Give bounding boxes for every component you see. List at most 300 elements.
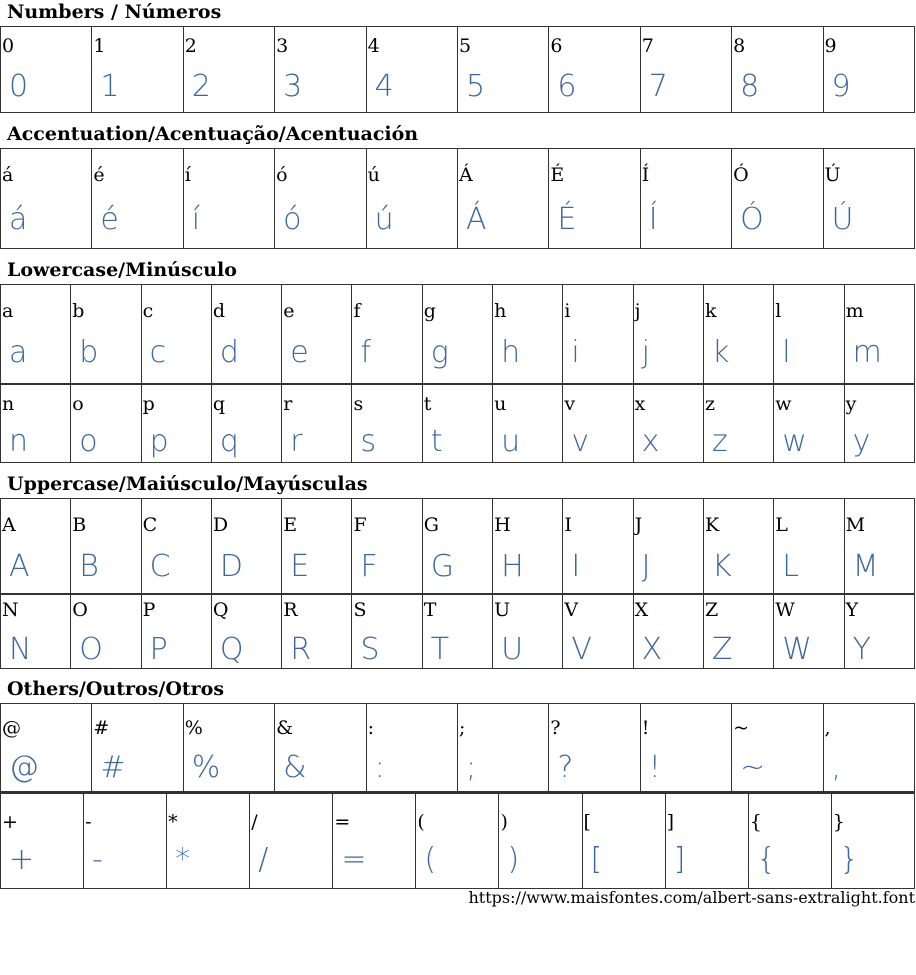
glyph-cell (493, 384, 563, 463)
glyph-label: O (72, 599, 88, 621)
glyph-sample: q (219, 424, 239, 459)
glyph-sample: j (641, 335, 651, 370)
glyph-cell (844, 499, 914, 595)
glyph-cell (282, 499, 352, 595)
glyph-label: ; (458, 717, 466, 739)
glyph-sample: ú (374, 202, 394, 237)
glyph-label: q (212, 393, 226, 415)
glyph-sample: ó (283, 202, 302, 237)
glyph-label: e (283, 300, 295, 322)
glyph-label: g (423, 300, 436, 322)
glyph-label: C (142, 514, 158, 536)
glyph-cell (141, 384, 211, 463)
glyph-cell (703, 594, 773, 669)
glyph-sample: l (782, 335, 791, 370)
glyph-label: ? (550, 717, 561, 739)
glyph-sample: G (430, 549, 455, 584)
glyph-label: W (775, 599, 795, 621)
glyph-label: 5 (458, 35, 472, 57)
glyph-cell (71, 594, 141, 669)
glyph-cell (211, 594, 281, 669)
glyph-sample: N (9, 632, 32, 667)
glyph-cell (141, 594, 211, 669)
glyph-label: Á (458, 164, 473, 186)
glyph-label: c (142, 300, 154, 322)
glyph-row (1, 285, 915, 385)
glyph-cell (493, 499, 563, 595)
glyph-cell (333, 793, 416, 889)
glyph-cell (1, 149, 92, 249)
glyph-cell (549, 149, 640, 249)
glyph-sample: a (9, 335, 28, 370)
glyph-sample: W (782, 632, 812, 667)
glyph-cell (352, 499, 422, 595)
section-title-others: Others/Outros/Otros (7, 678, 225, 700)
glyph-cell (493, 594, 563, 669)
glyph-sample: / (258, 842, 269, 877)
glyph-sample: í (191, 202, 201, 237)
glyph-label: É (550, 164, 565, 186)
glyph-cell (844, 594, 914, 669)
glyph-cell (211, 499, 281, 595)
glyph-sample: ; (465, 750, 477, 785)
glyph-label: * (168, 811, 178, 833)
glyph-sample: 9 (831, 69, 851, 104)
glyph-label: V (564, 599, 579, 621)
glyph-sample: V (571, 632, 592, 667)
glyph-cell (275, 149, 366, 249)
glyph-cell (1, 285, 71, 385)
glyph-sample: Á (465, 202, 487, 237)
accents-grid (0, 148, 915, 249)
glyph-cell (640, 27, 731, 113)
glyph-sample: d (219, 335, 239, 370)
glyph-cell (582, 793, 665, 889)
glyph-label: k (704, 300, 717, 322)
glyph-label: d (212, 300, 226, 322)
glyph-label: ~ (733, 717, 750, 739)
glyph-cell (92, 27, 183, 113)
glyph-cell (703, 499, 773, 595)
uppercase-grid-row2 (0, 593, 915, 669)
glyph-cell (352, 594, 422, 669)
glyph-label: 1 (93, 35, 106, 57)
glyph-label: z (704, 393, 715, 415)
glyph-sample: @ (9, 750, 39, 785)
glyph-cell (563, 285, 633, 385)
glyph-label: L (775, 514, 788, 536)
glyph-sample: } (839, 842, 859, 877)
glyph-label: P (142, 599, 156, 621)
glyph-label: 2 (184, 35, 197, 57)
glyph-label: r (283, 393, 293, 415)
glyph-cell (92, 149, 183, 249)
glyph-cell (633, 384, 703, 463)
glyph-label: 7 (641, 35, 654, 57)
glyph-sample: M (852, 549, 879, 584)
glyph-sample: L (782, 549, 799, 584)
glyph-cell (823, 149, 914, 249)
glyph-label: X (634, 599, 649, 621)
glyph-cell (416, 793, 499, 889)
glyph-sample: 8 (740, 69, 760, 104)
glyph-cell (1, 793, 84, 889)
glyph-sample: 3 (283, 69, 303, 104)
glyph-sample: 5 (465, 69, 486, 104)
glyph-sample: 2 (191, 69, 211, 104)
glyph-sample: m (852, 335, 882, 370)
glyph-label: F (353, 514, 367, 536)
glyph-cell (1, 704, 92, 792)
glyph-sample: 0 (9, 69, 29, 104)
glyph-sample: T (430, 632, 450, 667)
glyph-sample: h (501, 335, 521, 370)
glyph-label: s (353, 393, 364, 415)
glyph-sample: ) (507, 842, 520, 877)
glyph-label: t (423, 393, 432, 415)
glyph-label: n (2, 393, 15, 415)
glyph-cell (250, 793, 333, 889)
glyph-cell (282, 594, 352, 669)
glyph-cell (422, 384, 492, 463)
glyph-cell (748, 793, 831, 889)
glyph-sample: r (290, 424, 303, 459)
glyph-sample: Ó (740, 202, 764, 237)
glyph-sample: k (711, 335, 730, 370)
section-title-accents: Accentuation/Acentuação/Acentuación (7, 123, 419, 145)
glyph-label: 0 (2, 35, 15, 57)
glyph-sample: É (557, 202, 577, 237)
glyph-sample: Y (852, 632, 871, 667)
glyph-label: G (423, 514, 439, 536)
glyph-label: 8 (733, 35, 746, 57)
glyph-row (1, 27, 915, 113)
glyph-label: I (564, 514, 572, 536)
glyph-cell (275, 704, 366, 792)
glyph-cell (493, 285, 563, 385)
glyph-label: / (251, 811, 258, 833)
glyph-cell (211, 384, 281, 463)
glyph-cell (549, 27, 640, 113)
glyph-label: S (353, 599, 367, 621)
glyph-label: M (845, 514, 866, 536)
glyph-sample: Z (711, 632, 733, 667)
glyph-cell (703, 285, 773, 385)
glyph-cell (141, 499, 211, 595)
glyph-cell (732, 704, 823, 792)
others-grid-row1 (0, 703, 915, 792)
glyph-cell (352, 384, 422, 463)
lowercase-grid-row2 (0, 383, 915, 463)
lowercase-grid-row1 (0, 284, 915, 385)
glyph-label: - (85, 811, 92, 833)
glyph-cell (71, 285, 141, 385)
glyph-cell (84, 793, 167, 889)
glyph-cell (823, 27, 914, 113)
glyph-label: Ú (824, 164, 841, 186)
glyph-label: ! (641, 717, 650, 739)
glyph-cell (183, 27, 274, 113)
glyph-cell (774, 384, 844, 463)
glyph-cell (633, 499, 703, 595)
glyph-cell (563, 499, 633, 595)
numbers-grid (0, 26, 915, 113)
glyph-label: f (353, 300, 361, 322)
glyph-sample: D (219, 549, 243, 584)
glyph-sample: 1 (100, 69, 120, 104)
glyph-label: o (72, 393, 84, 415)
glyph-sample: R (290, 632, 312, 667)
glyph-cell (499, 793, 582, 889)
glyph-sample: 7 (648, 69, 668, 104)
glyph-sample: Í (648, 202, 658, 237)
glyph-label: { (749, 811, 762, 833)
glyph-sample: U (501, 632, 524, 667)
glyph-cell (640, 704, 731, 792)
glyph-label: é (93, 164, 105, 186)
glyph-label: 3 (276, 35, 289, 57)
glyph-label: T (423, 599, 437, 621)
glyph-sample: H (501, 549, 524, 584)
glyph-cell (352, 285, 422, 385)
glyph-cell (422, 594, 492, 669)
glyph-label: + (2, 811, 18, 833)
glyph-sample: i (571, 335, 580, 370)
glyph-cell (282, 285, 352, 385)
glyph-label: x (634, 393, 646, 415)
glyph-sample: á (9, 202, 28, 237)
glyph-cell (640, 149, 731, 249)
glyph-label: j (634, 300, 641, 322)
glyph-cell (774, 499, 844, 595)
glyph-cell (183, 704, 274, 792)
glyph-cell (633, 285, 703, 385)
glyph-label: Í (641, 164, 650, 186)
glyph-label: b (72, 300, 85, 322)
glyph-cell (732, 27, 823, 113)
glyph-cell (167, 793, 250, 889)
glyph-row (1, 149, 915, 249)
glyph-cell (774, 285, 844, 385)
glyph-label: U (494, 599, 511, 621)
glyph-label: 9 (824, 35, 837, 57)
glyph-cell (422, 285, 492, 385)
glyph-label: K (704, 514, 720, 536)
glyph-sample: K (711, 549, 732, 584)
glyph-cell (366, 704, 457, 792)
glyph-label: y (845, 393, 857, 415)
glyph-cell (844, 384, 914, 463)
glyph-sample: # (100, 750, 126, 785)
glyph-label: w (775, 393, 792, 415)
glyph-sample: : (374, 750, 385, 785)
glyph-label: Q (212, 599, 229, 621)
glyph-sample: X (641, 632, 663, 667)
glyph-cell (71, 384, 141, 463)
glyph-cell (366, 149, 457, 249)
glyph-label: D (212, 514, 229, 536)
glyph-sample: x (641, 424, 660, 459)
glyph-label: p (142, 393, 155, 415)
glyph-label: @ (2, 717, 21, 739)
glyph-sample: E (290, 549, 310, 584)
glyph-row (1, 499, 915, 595)
glyph-label: v (564, 393, 576, 415)
glyph-sample: v (571, 424, 590, 459)
glyph-label: u (494, 393, 507, 415)
glyph-sample: S (360, 632, 380, 667)
glyph-cell (366, 27, 457, 113)
glyph-cell (563, 384, 633, 463)
glyph-label: á (2, 164, 14, 186)
glyph-cell (457, 27, 548, 113)
glyph-label: í (184, 164, 191, 186)
glyph-label: Y (845, 599, 859, 621)
glyph-sample: w (782, 424, 807, 459)
glyph-sample: [ (590, 842, 603, 877)
glyph-cell (92, 704, 183, 792)
glyph-sample: = (341, 842, 367, 877)
glyph-label: l (775, 300, 782, 322)
glyph-cell (549, 704, 640, 792)
source-url[interactable]: https://www.maisfontes.com/albert-sans-extralight.font (468, 888, 915, 907)
glyph-sample: ( (424, 842, 437, 877)
glyph-sample: 4 (374, 69, 394, 104)
glyph-sample: C (149, 549, 171, 584)
glyph-cell (563, 594, 633, 669)
glyph-label: a (2, 300, 14, 322)
glyph-label: h (494, 300, 507, 322)
glyph-sample: c (149, 335, 167, 370)
glyph-sample: ~ (740, 750, 766, 785)
glyph-cell (633, 594, 703, 669)
glyph-label: ó (276, 164, 288, 186)
glyph-sample: * (175, 842, 191, 877)
glyph-sample: ! (648, 750, 661, 785)
glyph-label: ] (666, 811, 675, 833)
glyph-label: ( (417, 811, 425, 833)
glyph-label: ú (367, 164, 380, 186)
glyph-label: i (564, 300, 571, 322)
glyph-row (1, 793, 915, 889)
glyph-sample: B (79, 549, 99, 584)
glyph-sample: A (9, 549, 30, 584)
glyph-cell (211, 285, 281, 385)
glyph-label: A (2, 514, 16, 536)
glyph-label: } (832, 811, 845, 833)
glyph-cell (823, 704, 914, 792)
glyph-sample: J (641, 549, 651, 584)
glyph-sample: + (9, 842, 35, 877)
glyph-label: m (845, 300, 864, 322)
glyph-sample: & (283, 750, 307, 785)
glyph-label: [ (583, 811, 591, 833)
glyph-sample: y (852, 424, 871, 459)
glyph-cell (732, 149, 823, 249)
glyph-sample: p (149, 424, 169, 459)
glyph-sample: ] (673, 842, 686, 877)
glyph-label: = (334, 811, 351, 833)
glyph-label: # (93, 717, 110, 739)
glyph-sample: n (9, 424, 29, 459)
glyph-cell (141, 285, 211, 385)
glyph-cell (1, 499, 71, 595)
glyph-sample: 6 (557, 69, 577, 104)
glyph-label: , (824, 717, 831, 739)
glyph-sample: ? (557, 750, 574, 785)
section-title-numbers: Numbers / Números (7, 1, 222, 23)
glyph-sample: { (756, 842, 776, 877)
glyph-label: % (184, 717, 203, 739)
glyph-cell (665, 793, 748, 889)
glyph-label: Z (704, 599, 719, 621)
glyph-sample: F (360, 549, 378, 584)
glyph-cell (422, 499, 492, 595)
glyph-label: B (72, 514, 87, 536)
glyph-sample: e (290, 335, 309, 370)
glyph-label: 6 (550, 35, 563, 57)
glyph-cell (831, 793, 914, 889)
glyph-label: ) (500, 811, 508, 833)
glyph-sample: g (430, 335, 449, 370)
glyph-sample: O (79, 632, 103, 667)
glyph-cell (71, 499, 141, 595)
glyph-sample: I (571, 549, 581, 584)
glyph-cell (183, 149, 274, 249)
glyph-sample: z (711, 424, 728, 459)
glyph-cell (774, 594, 844, 669)
glyph-cell (1, 27, 92, 113)
glyph-label: J (634, 514, 643, 536)
glyph-cell (1, 384, 71, 463)
glyph-sample: u (501, 424, 521, 459)
glyph-sample: , (831, 750, 842, 785)
glyph-sample: b (79, 335, 99, 370)
glyph-cell (1, 594, 71, 669)
glyph-sample: é (100, 202, 119, 237)
glyph-label: N (2, 599, 19, 621)
glyph-cell (457, 704, 548, 792)
glyph-sample: - (92, 842, 103, 877)
glyph-row (1, 704, 915, 792)
glyph-sample: o (79, 424, 98, 459)
glyph-label: & (276, 717, 294, 739)
glyph-label: : (367, 717, 374, 739)
glyph-sample: Q (219, 632, 244, 667)
glyph-cell (457, 149, 548, 249)
glyph-label: E (283, 514, 298, 536)
glyph-label: H (494, 514, 511, 536)
glyph-row (1, 384, 915, 463)
glyph-sample: s (360, 424, 377, 459)
glyph-sample: % (191, 750, 221, 785)
glyph-sample: P (149, 632, 168, 667)
glyph-row (1, 594, 915, 669)
glyph-label: Ó (733, 164, 749, 186)
glyph-sample: t (430, 424, 443, 459)
glyph-label: 4 (367, 35, 380, 57)
glyph-cell (282, 384, 352, 463)
section-title-uppercase: Uppercase/Maiúsculo/Mayúsculas (7, 473, 368, 495)
others-grid-row2 (0, 792, 915, 889)
glyph-cell (844, 285, 914, 385)
glyph-cell (275, 27, 366, 113)
glyph-label: R (283, 599, 298, 621)
glyph-sample: Ú (831, 202, 854, 237)
uppercase-grid-row1 (0, 498, 915, 595)
glyph-cell (703, 384, 773, 463)
glyph-sample: f (360, 335, 372, 370)
